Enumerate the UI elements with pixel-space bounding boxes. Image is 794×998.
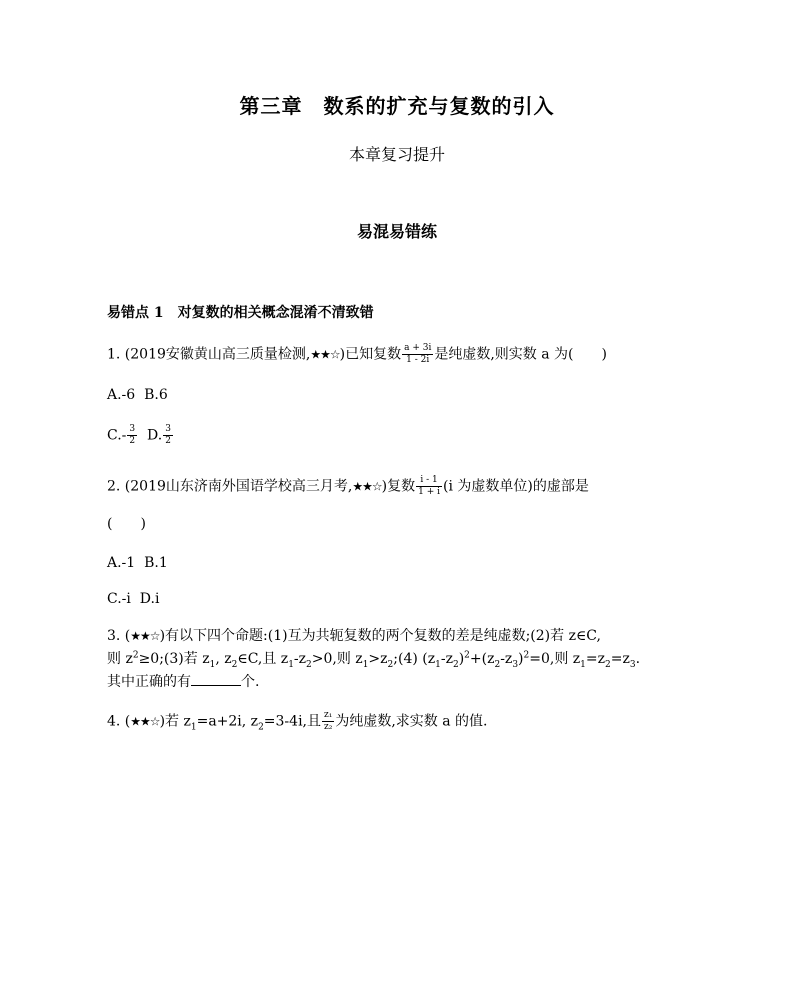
q3-number: 3. (: [107, 628, 131, 644]
difficulty-stars-icon: ★★☆: [352, 479, 382, 494]
q2-text: )复数: [381, 478, 416, 495]
q4-frac-denominator: z₂: [324, 722, 333, 732]
q3-text: ;(4) (z: [393, 651, 436, 667]
q1-options-row2: [107, 424, 174, 447]
q1-fraction: [402, 343, 433, 366]
q2-fraction: [416, 475, 442, 498]
q1-option-c-num: 3: [129, 424, 136, 434]
q3-text: =0,则 z: [529, 651, 581, 667]
q2-frac-numerator: i - 1: [416, 475, 442, 487]
q3-text: +(z: [469, 651, 495, 667]
q4-frac-numerator: z₁: [324, 710, 333, 720]
q1-option-d-den: 2: [165, 436, 171, 446]
q2-source: 2. (2019山东济南外国语学校高三月考,: [107, 478, 353, 495]
q3-text: ): [458, 651, 465, 667]
q3-text: ≥0;(3)若 z: [138, 651, 210, 667]
q3-text: 个.: [241, 674, 260, 690]
q2-option-a: A.-1: [107, 555, 136, 571]
question-3-line2: 则 $z^2\ge 0;(3)$若 $z_1$, $z_2\in C$,且 $z_1-z_2>0$,则 $z_1>z_2;(4)$ $(z_1-z_2)^2+(z_2-z_3)^2=0$,则 $z_1=z_2=z_3$.: [107, 650, 641, 670]
q2-frac-denominator: 1 + i: [418, 487, 440, 497]
chapter-title: 第三章 数系的扩充与复数的引入: [239, 94, 555, 118]
q2-option-d: D.i: [139, 591, 160, 607]
answer-blank[interactable]: [191, 684, 241, 686]
q3-text: >z: [368, 651, 388, 667]
q1-source: 1. (2019安徽黄山高三质量检测,: [107, 346, 311, 363]
q1-option-a: A.-6: [107, 387, 136, 403]
q1-text-end: 是纯虚数,则实数 a 为( ): [434, 346, 607, 363]
difficulty-stars-icon: ★★☆: [130, 629, 160, 643]
question-1: [107, 343, 607, 366]
q3-text: .: [635, 651, 641, 667]
error-point-heading: 易错点 1 对复数的相关概念混淆不清致错: [107, 305, 374, 321]
q4-text: =a+2i, z: [196, 713, 259, 730]
q1-options-row1: [107, 387, 168, 403]
q2-options-row2: [107, 591, 159, 607]
q2-answer-paren: ( ): [107, 516, 146, 532]
question-3-line3: [107, 671, 259, 691]
section-title: 易混易错练: [356, 222, 437, 241]
q1-option-c-fraction: [127, 424, 137, 447]
q1-option-b: B.6: [144, 387, 168, 403]
question-2: [107, 475, 589, 498]
question-3-line1: [107, 625, 601, 645]
q4-number: 4. (: [107, 713, 131, 730]
q1-option-d-fraction: [163, 424, 173, 447]
q3-text: ): [518, 651, 524, 667]
page-subtitle: 本章复习提升: [348, 145, 445, 164]
q4-fraction: [322, 710, 334, 733]
q3-text: =z: [585, 651, 606, 667]
q3-text: -z: [293, 651, 307, 667]
q4-text: )若 z: [159, 713, 191, 730]
q3-text: ∈C,且 z: [237, 651, 289, 667]
q3-text: )有以下四个命题:(1)互为共轭复数的两个复数的差是纯虚数;(2)若 z∈C,: [159, 628, 601, 644]
question-4: 4. (★★☆)若 $z_1=a+2i$, $z_2=3-4i$,且 $\frac{\text{z₁}}{\text{z₂}}$ 为纯虚数,求实数 a 的值.: [107, 710, 488, 733]
q1-option-d: D.: [147, 427, 163, 444]
q4-text: 为纯虚数,求实数 a 的值.: [335, 713, 488, 730]
q1-option-d-num: 3: [165, 424, 171, 434]
q3-text: 其中正确的有: [107, 674, 191, 690]
q2-option-c: C.-i: [107, 591, 131, 607]
q1-frac-numerator: a + 3i: [404, 343, 432, 353]
q1-text: )已知复数: [339, 346, 402, 363]
q3-sup: 2: [132, 650, 139, 661]
q4-text: =3-4i,且: [263, 713, 321, 730]
q3-text: , z: [215, 651, 232, 667]
q1-frac-denominator: 1 - 2i: [406, 355, 430, 365]
q3-text: -z: [500, 651, 513, 667]
q3-text: -z: [440, 651, 453, 667]
q3-text: >0,则 z: [311, 651, 363, 667]
q2-text-end: (i 为虚数单位)的虚部是: [442, 478, 589, 495]
q1-option-c: C.-: [107, 427, 127, 444]
difficulty-stars-icon: ★★☆: [130, 714, 160, 729]
difficulty-stars-icon: ★★☆: [310, 347, 340, 362]
q2-options-row1: [107, 555, 168, 571]
q3-text: =z: [610, 651, 630, 667]
q1-option-c-den: 2: [129, 436, 136, 446]
q3-text: 则 z: [107, 651, 133, 667]
q2-option-b: B.1: [144, 555, 168, 571]
